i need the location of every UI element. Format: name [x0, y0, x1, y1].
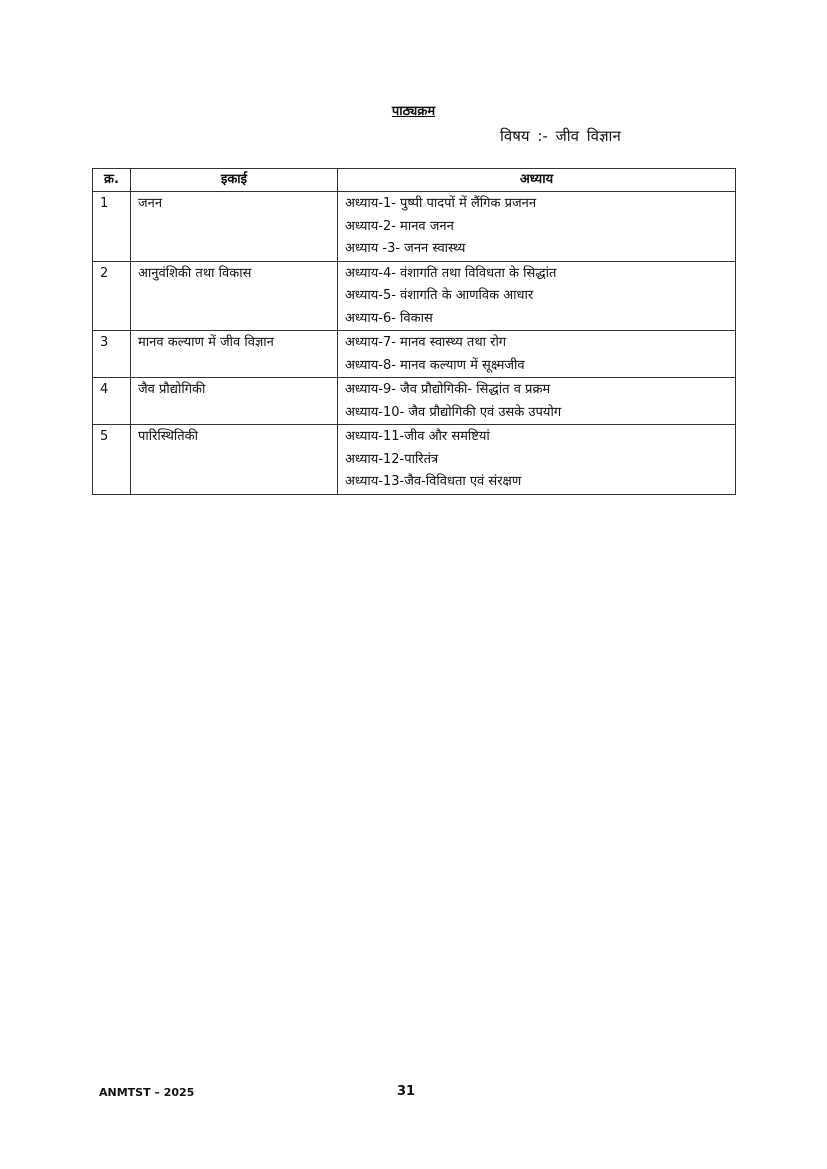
row-unit: आनुवंशिकी तथा विकास	[131, 261, 338, 331]
row-unit: पारिस्थितिकी	[131, 425, 338, 495]
syllabus-table	[92, 168, 736, 495]
chapter-item: अध्याय-7- मानव स्वास्थ्य तथा रोग	[345, 335, 507, 350]
row-unit: जैव प्रौद्योगिकी	[131, 378, 338, 425]
row-unit: मानव कल्याण में जीव विज्ञान	[131, 331, 338, 378]
table-row	[93, 378, 736, 425]
chapter-item: अध्याय-11-जीव और समष्टियां	[345, 429, 490, 444]
row-serial: 1	[93, 192, 131, 262]
row-serial: 3	[93, 331, 131, 378]
table-row	[93, 261, 736, 331]
chapter-item: अध्याय-10- जैव प्रौद्योगिकी एवं उसके उपयोग	[345, 404, 562, 420]
chapter-item: अध्याय-9- जैव प्रौद्योगिकी- सिद्धांत व प्रक्रम	[345, 382, 551, 397]
chapter-item: अध्याय-5- वंशागति के आणविक आधार	[345, 288, 534, 303]
footer-exam-label: ANMTST – 2025	[99, 1086, 195, 1099]
row-chapters	[338, 261, 736, 331]
row-serial: 2	[93, 261, 131, 331]
chapter-item: अध्याय-1- पुष्पी पादपों में लैंगिक प्रजनन	[345, 196, 537, 211]
table-row	[93, 331, 736, 378]
row-chapters	[338, 331, 736, 378]
table-row	[93, 425, 736, 495]
header-serial: क्र.	[93, 169, 131, 192]
chapter-item: अध्याय-12-पारितंत्र	[345, 451, 439, 467]
table-header-row	[93, 169, 736, 192]
row-chapters	[338, 192, 736, 262]
row-chapters	[338, 378, 736, 425]
header-unit: इकाई	[131, 169, 338, 192]
row-serial: 5	[93, 425, 131, 495]
subject-line: विषय :- जीव विज्ञान	[500, 127, 621, 145]
footer-page-number: 31	[397, 1084, 416, 1099]
chapter-item: अध्याय-4- वंशागति तथा विविधता के सिद्धांत	[345, 265, 557, 281]
header-chapter: अध्याय	[338, 169, 736, 192]
chapter-item: अध्याय -3- जनन स्वास्थ्य	[345, 241, 466, 256]
row-unit: जनन	[131, 192, 338, 262]
chapter-item: अध्याय-2- मानव जनन	[345, 218, 454, 234]
row-chapters	[338, 425, 736, 495]
page-heading: पाठ्यक्रम	[391, 104, 436, 119]
chapter-item: अध्याय-13-जैव-विविधता एवं संरक्षण	[345, 474, 522, 489]
table-row	[93, 192, 736, 262]
row-serial: 4	[93, 378, 131, 425]
chapter-item: अध्याय-8- मानव कल्याण में सूक्ष्मजीव	[345, 357, 525, 373]
chapter-item: अध्याय-6- विकास	[345, 310, 433, 326]
